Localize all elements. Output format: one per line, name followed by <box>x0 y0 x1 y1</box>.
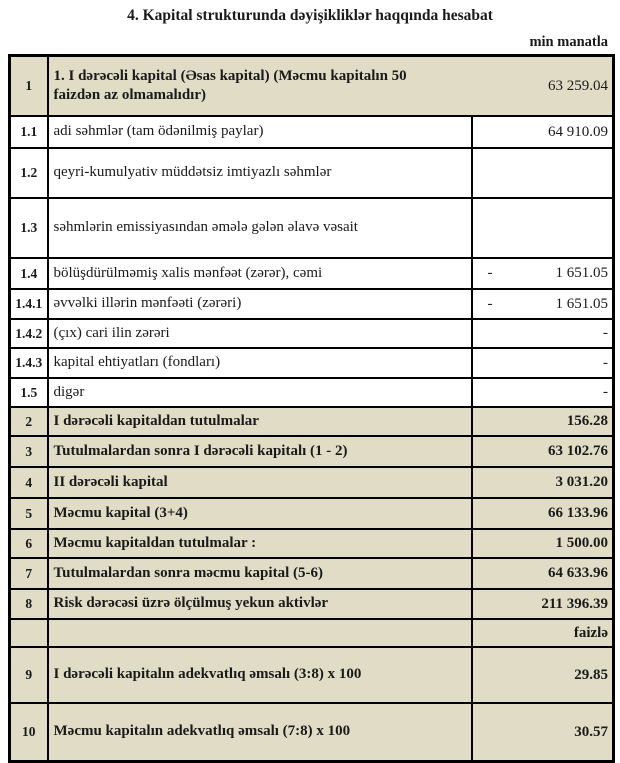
value-amount: 64 633.96 <box>548 565 608 581</box>
row-value-cell <box>472 319 614 348</box>
value-amount: 156.28 <box>566 413 608 429</box>
row-number-cell: 10 <box>10 703 48 762</box>
value-amount: 211 396.39 <box>541 595 608 612</box>
row-number-cell: 1.4.1 <box>10 289 48 319</box>
value-amount: - <box>603 354 608 371</box>
unit-note: min manatla <box>529 34 608 50</box>
row-value-cell <box>472 436 614 467</box>
value-amount: - <box>603 384 608 400</box>
value-amount: 1 500.00 <box>555 535 608 551</box>
row-value-cell <box>472 378 614 407</box>
row-number-cell: 4 <box>10 467 48 498</box>
table-row <box>10 148 614 198</box>
value-minus-sign: - <box>487 295 493 312</box>
row-value-cell <box>472 589 614 619</box>
row-value-cell <box>472 619 614 647</box>
report-title: 4. Kapital strukturunda dəyişikliklər haqqında hesabat <box>127 7 493 24</box>
row-number-cell: 1.5 <box>10 378 48 407</box>
row-number-cell: 1.4.2 <box>10 319 48 348</box>
table-row <box>10 289 614 319</box>
table-row <box>10 407 614 436</box>
row-number-cell: 5 <box>10 498 48 529</box>
row-value-cell <box>472 498 614 529</box>
table-row <box>10 319 614 348</box>
row-label-cell: I dərəcəli kapitaldan tutulmalar <box>48 407 472 436</box>
row-number-cell: 1.2 <box>10 148 48 198</box>
value-amount: faizlə <box>573 624 608 641</box>
row-value-cell <box>472 407 614 436</box>
row-number-cell: 9 <box>10 647 48 703</box>
row-number-cell: 6 <box>10 529 48 558</box>
row-label-cell: səhmlərin emissiyasından əmələ gələn əlavə vəsait <box>48 198 472 258</box>
row-number-cell: 8 <box>10 589 48 619</box>
value-amount: 30.57 <box>574 723 608 740</box>
value-minus-sign: - <box>487 265 493 281</box>
table-row <box>10 467 614 498</box>
row-value-cell <box>472 467 614 498</box>
value-amount: 63 102.76 <box>548 443 608 459</box>
row-label-cell: bölüşdürülməmiş xalis mənfəət (zərər), cəmi <box>48 258 472 289</box>
table-row <box>10 529 614 558</box>
row-number-cell: 7 <box>10 558 48 589</box>
row-value-cell <box>472 348 614 378</box>
value-amount: 29.85 <box>574 666 608 683</box>
row-number-cell: 3 <box>10 436 48 467</box>
row-value-cell <box>472 558 614 589</box>
table-row <box>10 498 614 529</box>
row-label-cell: Risk dərəcəsi üzrə ölçülmuş yekun aktivlər <box>48 589 472 619</box>
row-label-cell: Məcmu kapital (3+4) <box>48 498 472 529</box>
value-amount: - <box>603 325 608 341</box>
row-value-cell <box>472 703 614 762</box>
table-row <box>10 348 614 378</box>
table-row <box>10 198 614 258</box>
row-number-cell: 1.4.3 <box>10 348 48 378</box>
row-label-cell <box>48 619 472 647</box>
row-merged-cell <box>48 56 614 117</box>
value-amount: 64 910.09 <box>548 123 608 140</box>
capital-structure-table <box>8 54 615 763</box>
row-number-cell: 1.4 <box>10 258 48 289</box>
row-label-cell: Məcmu kapitalın adekvatlıq əmsalı (7:8) x 100 <box>48 703 472 762</box>
table-row <box>10 116 614 148</box>
row-value-cell <box>472 647 614 703</box>
row-value-cell <box>472 148 614 198</box>
value-amount: 1 651.05 <box>555 295 608 312</box>
row-label-cell: (çıx) cari ilin zərəri <box>48 319 472 348</box>
value-amount: 1 651.05 <box>555 265 608 281</box>
row-number-cell: 1.3 <box>10 198 48 258</box>
table-row <box>10 558 614 589</box>
table-row <box>10 703 614 762</box>
row-label-cell: I dərəcəli kapitalın adekvatlıq əmsalı (3:8) x 100 <box>48 647 472 703</box>
table-row <box>10 258 614 289</box>
row-number-cell: 1 <box>10 56 48 117</box>
row-value: 63 259.04 <box>548 77 608 94</box>
row-label-cell: Tutulmalardan sonra məcmu kapital (5-6) <box>48 558 472 589</box>
row-value-cell <box>472 289 614 319</box>
value-amount: 3 031.20 <box>555 474 608 490</box>
row-number-cell: 2 <box>10 407 48 436</box>
value-amount: 66 133.96 <box>548 505 608 521</box>
table-row <box>10 619 614 647</box>
row-label-cell: Məcmu kapitaldan tutulmalar : <box>48 529 472 558</box>
table-row <box>10 436 614 467</box>
table-row <box>10 378 614 407</box>
row-label-cell: kapital ehtiyatları (fondları) <box>48 348 472 378</box>
row-label-cell: əvvəlki illərin mənfəəti (zərəri) <box>48 289 472 319</box>
row-label: 1. I dərəcəli kapital (Əsas kapital) (Məcmu kapitalın 50 faizdən az olmamalıdır) <box>53 67 407 103</box>
row-label-cell: adi səhmlər (tam ödənilmiş paylar) <box>48 116 472 148</box>
row-label-cell: II dərəcəli kapital <box>48 467 472 498</box>
row-value-cell <box>472 198 614 258</box>
row-number-cell: 1.1 <box>10 116 48 148</box>
table-row <box>10 589 614 619</box>
table-row <box>10 56 614 117</box>
row-label-cell: Tutulmalardan sonra I dərəcəli kapitalı (1 - 2) <box>48 436 472 467</box>
row-value-cell <box>472 258 614 289</box>
row-label-cell: digər <box>48 378 472 407</box>
row-value-cell <box>472 116 614 148</box>
row-value-cell <box>472 529 614 558</box>
row-number-cell <box>10 619 48 647</box>
row-label-cell: qeyri-kumulyativ müddətsiz imtiyazlı səhmlər <box>48 148 472 198</box>
table-row <box>10 647 614 703</box>
